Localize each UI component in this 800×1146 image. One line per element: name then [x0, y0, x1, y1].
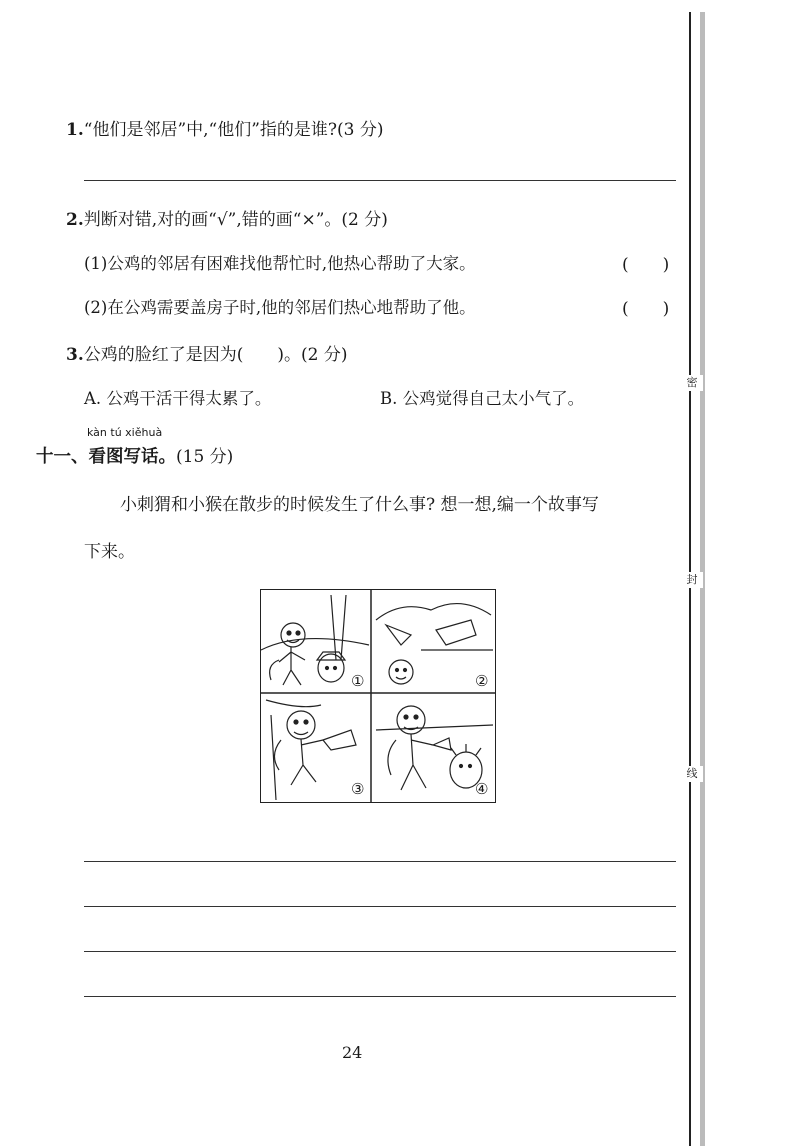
writing-prompt-line-1: 小刺猬和小猴在散步的时候发生了什么事? 想一想,编一个故事写: [120, 495, 599, 515]
writing-prompt-line-2: 下来。: [84, 542, 135, 562]
question-2: [66, 205, 388, 230]
judge-item-1: (1)公鸡的邻居有困难找他帮忙时,他热心帮助了大家。: [84, 254, 476, 273]
seal-mi: 密: [681, 375, 703, 391]
question-text: 判断对错,对的画“√”,错的画“×”。(2 分): [83, 210, 388, 230]
seal-feng: 封: [681, 572, 703, 588]
section-score: (15 分): [176, 447, 234, 467]
judge-answer-box-2[interactable]: ( ): [622, 299, 670, 319]
panel-number-3: ③: [351, 780, 365, 798]
judge-answer-box-1[interactable]: ( ): [622, 255, 670, 275]
writing-line-3[interactable]: [84, 951, 676, 952]
comic-picture: [260, 589, 496, 803]
question-number: 1.: [66, 120, 84, 140]
question-text: “他们是邻居”中,“他们”指的是谁?(3 分): [83, 120, 384, 140]
writing-line-2[interactable]: [84, 906, 676, 907]
question-text: 公鸡的脸红了是因为( )。(2 分): [83, 345, 348, 365]
writing-line-4[interactable]: [84, 996, 676, 997]
heading-pinyin: kàn tú xiěhuà: [87, 426, 163, 439]
question-1: [66, 115, 384, 140]
comic-illustration: [261, 590, 495, 802]
option-b[interactable]: B. 公鸡觉得自己太小气了。: [380, 389, 585, 408]
answer-line[interactable]: [84, 180, 676, 181]
question-number: 2.: [66, 210, 84, 230]
seal-xian: 线: [681, 766, 703, 782]
question-3: [66, 340, 348, 365]
section-11-heading: [36, 442, 233, 468]
panel-number-4: ④: [475, 780, 489, 798]
writing-line-1[interactable]: [84, 861, 676, 862]
section-title: 十一、看图写话。: [36, 447, 176, 467]
page-number: 24: [342, 1043, 363, 1062]
judge-item-2: (2)在公鸡需要盖房子时,他的邻居们热心地帮助了他。: [84, 298, 476, 317]
option-a[interactable]: A. 公鸡干活干得太累了。: [84, 389, 272, 408]
question-number: 3.: [66, 345, 84, 365]
panel-number-2: ②: [475, 672, 489, 690]
panel-number-1: ①: [351, 672, 365, 690]
